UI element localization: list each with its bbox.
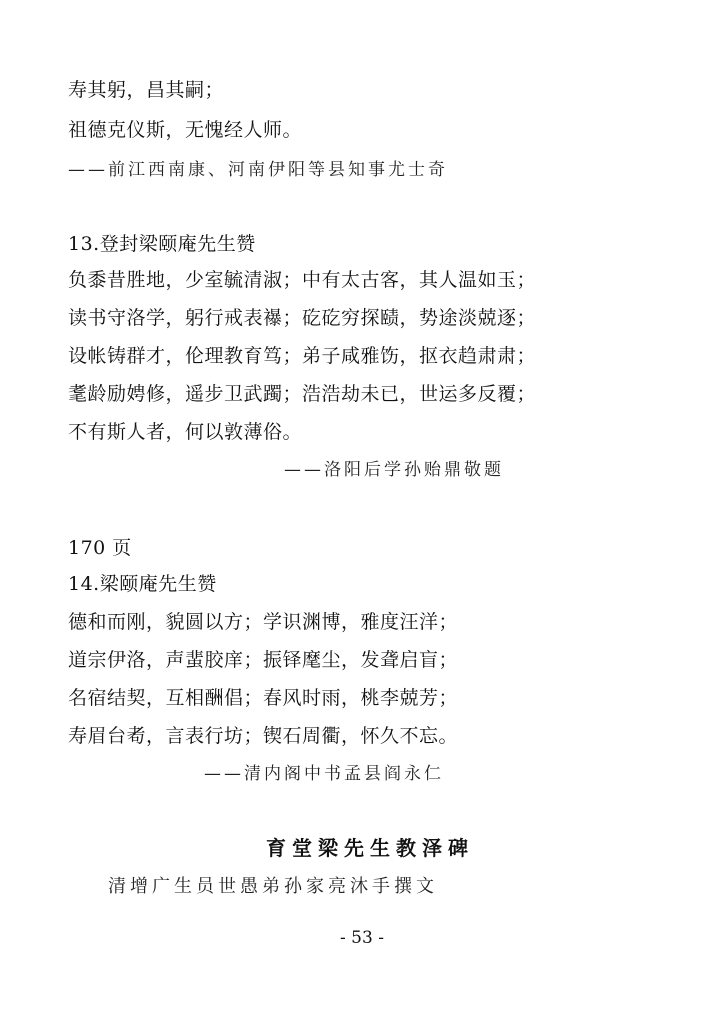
poem-line: 耄龄励娉修，遥步卫武躅；浩浩劫未已，世运多反覆； (68, 383, 537, 405)
stele-title: 育堂梁先生教泽碑 (266, 836, 474, 860)
attribution: ——洛阳后学孙贻鼎敬题 (284, 460, 504, 480)
section-heading-14: 14.梁颐庵先生赞 (68, 573, 217, 595)
page-reference: 170 页 (68, 537, 132, 559)
poem-line: 寿眉台耇，言表行坊；锲石周衢，怀久不忘。 (68, 725, 459, 747)
poem-line: 不有斯人者，何以敦薄俗。 (68, 421, 303, 443)
section-heading-13: 13.登封梁颐庵先生赞 (68, 233, 256, 255)
poem-line: 祖德克仪斯，无愧经人师。 (68, 119, 303, 141)
page-number: - 53 - (340, 928, 384, 948)
poem-line: 设帐铸群才，伦理教育笃；弟子咸雅饬，抠衣趋肃肃； (68, 345, 537, 367)
poem-line: 名宿结契，互相酬倡；春风时雨，桃李兢芳； (68, 687, 459, 709)
poem-line: 负黍昔胜地，少室毓清淑；中有太古客，其人温如玉； (68, 269, 537, 291)
attribution: ——前江西南康、河南伊阳等县知事尤士奇 (68, 160, 448, 180)
poem-line: 寿其躬，昌其嗣； (68, 79, 225, 101)
poem-line: 德和而刚，貌圆以方；学识渊博，雅度汪洋； (68, 611, 459, 633)
stele-author: 清增广生员世愚弟孙家亮沐手撰文 (108, 876, 438, 897)
poem-line: 道宗伊洛，声蜚胶庠；振铎麾尘，发聋启盲； (68, 649, 459, 671)
attribution: ——清内阁中书孟县阎永仁 (204, 764, 444, 784)
poem-line: 读书守洛学，躬行戒表襮；矻矻穷探赜，势途淡兢逐； (68, 307, 537, 329)
